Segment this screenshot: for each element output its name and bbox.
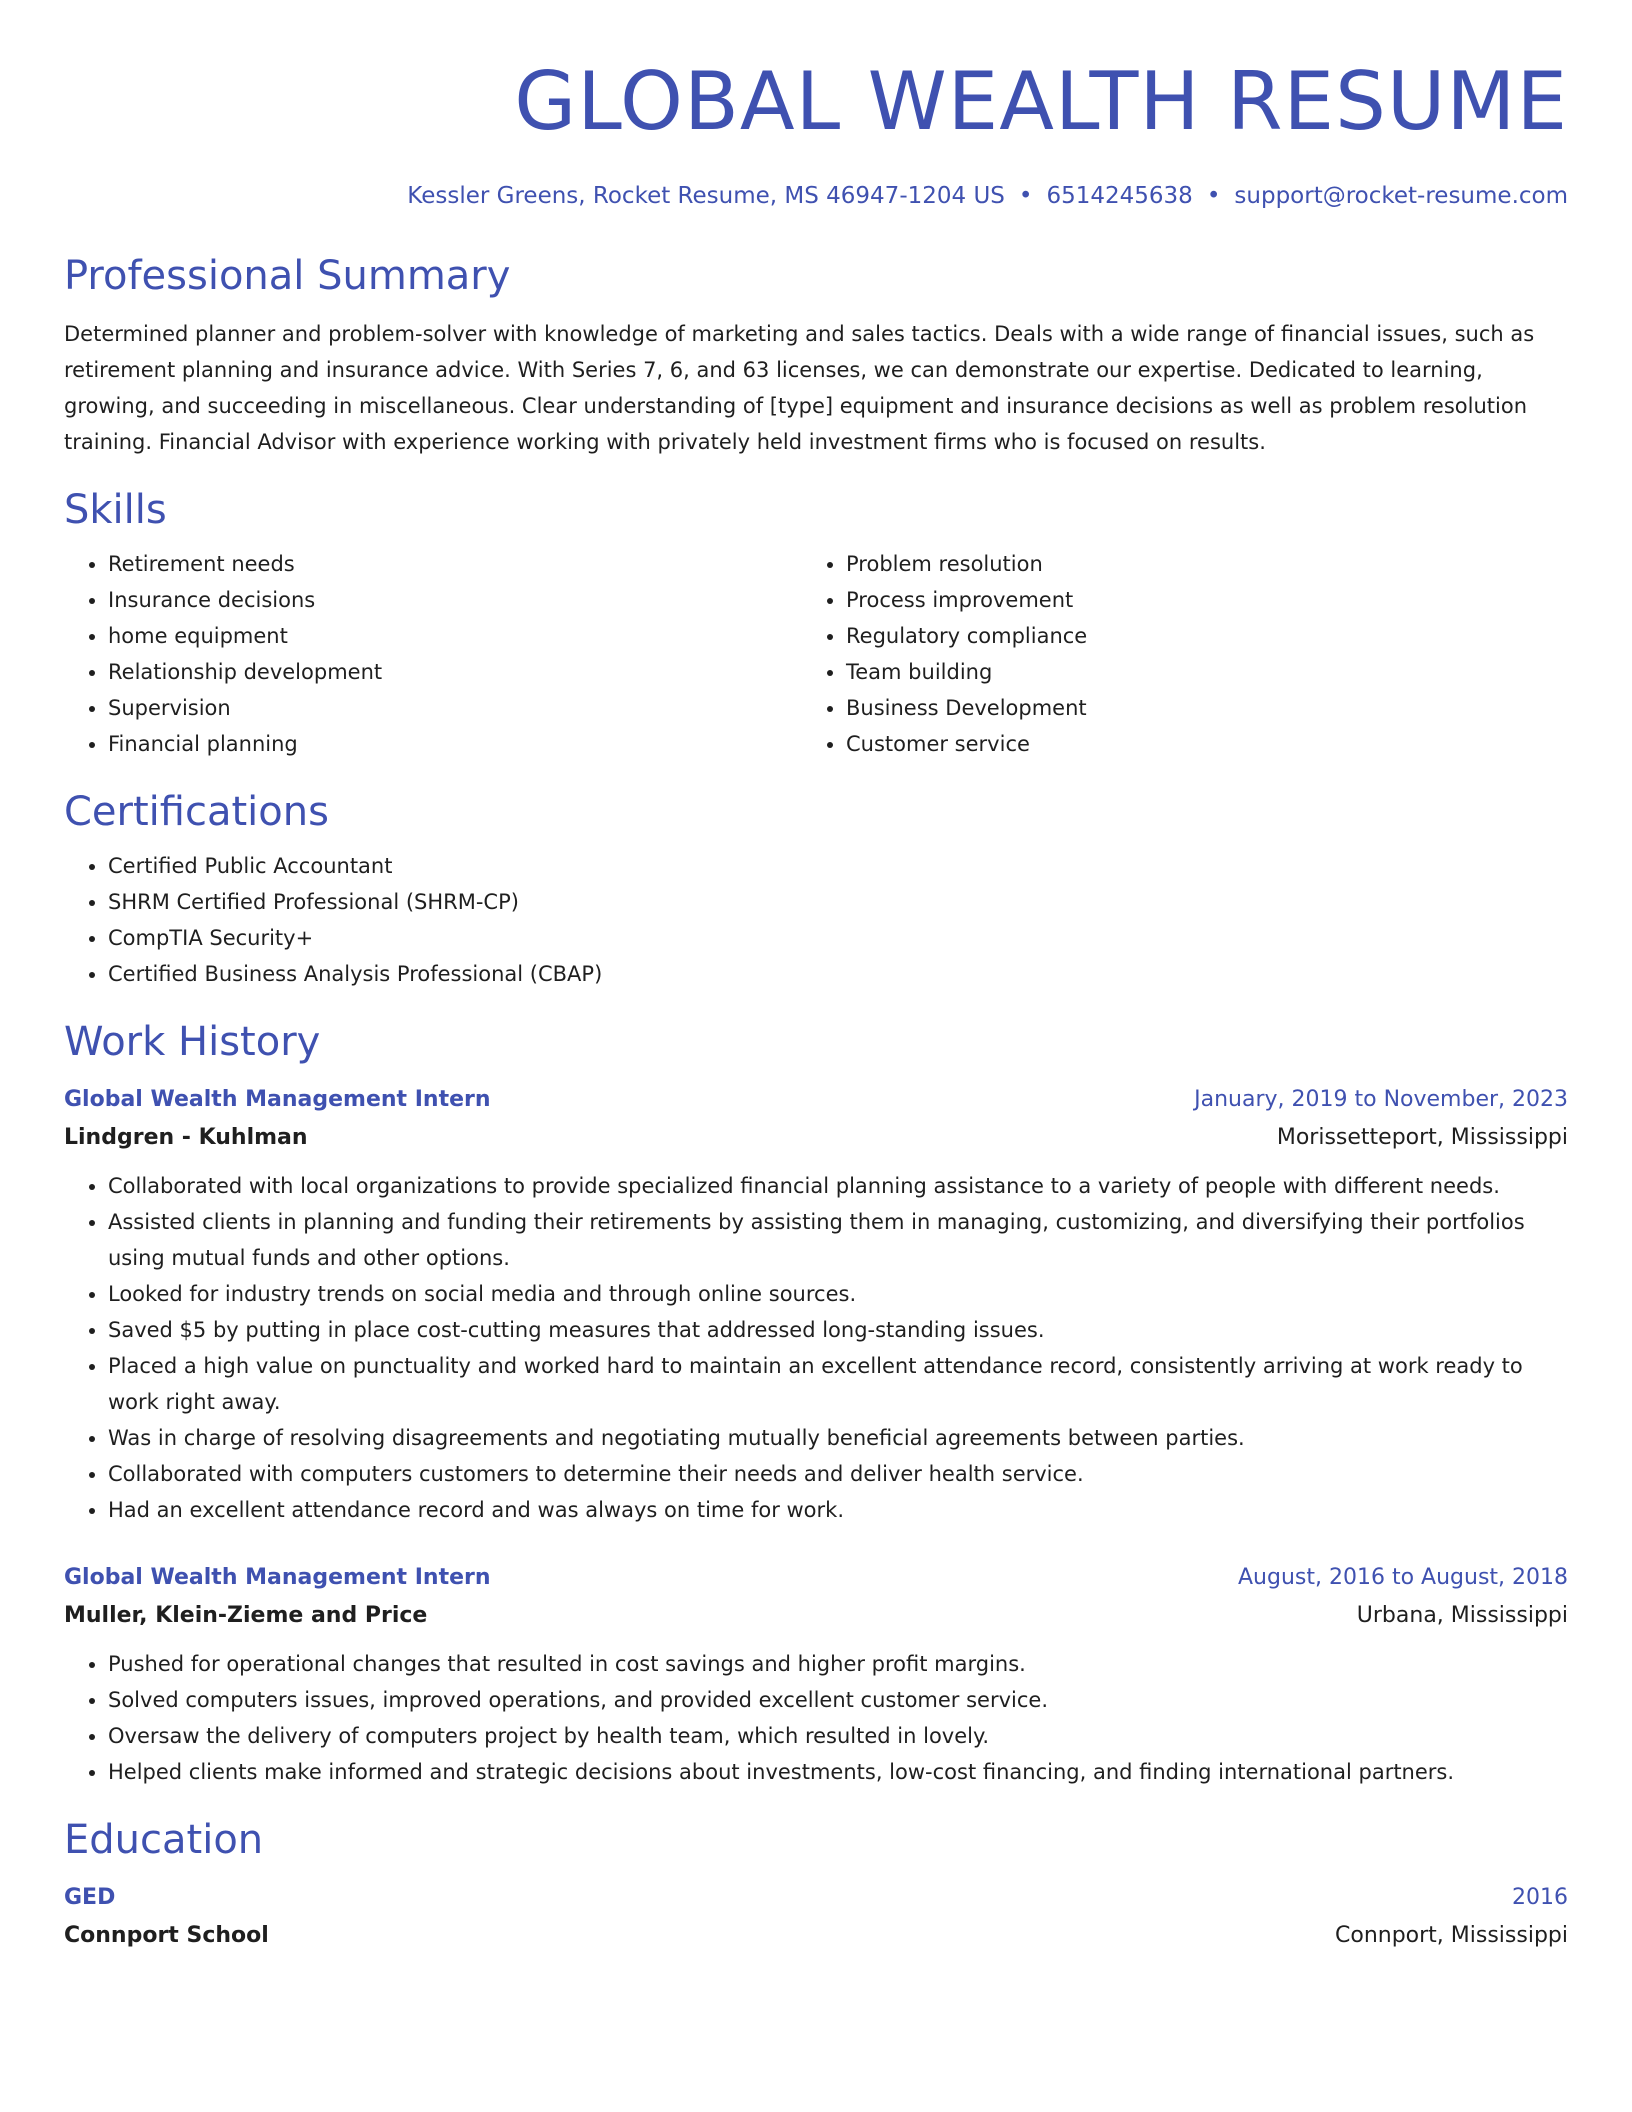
skill-item: • Regulatory compliance	[846, 618, 1540, 654]
job-entry	[64, 1560, 1568, 1790]
skills-columns	[64, 546, 1568, 762]
job-location: Urbana, Mississippi	[1356, 1603, 1568, 1628]
certification-item: • SHRM Certified Professional (SHRM-CP)	[108, 884, 1568, 920]
skill-item: • Insurance decisions	[108, 582, 802, 618]
skills-column-right	[802, 546, 1540, 762]
job-bullet: • Was in charge of resolving disagreements and negotiating mutually beneficial agreements between parties.	[108, 1420, 1568, 1456]
work-history-section	[64, 1018, 1568, 1790]
degree: GED	[64, 1885, 116, 1910]
job-bullet: • Pushed for operational changes that resulted in cost savings and higher profit margins.	[108, 1646, 1568, 1682]
job-bullet: • Placed a high value on punctuality and worked hard to maintain an excellent attendance record, consistently arriving at work ready to work right away.	[108, 1348, 1568, 1420]
contact-line	[64, 180, 1568, 212]
job-bullet: • Collaborated with local organizations to provide specialized financial planning assistance to a variety of people with different needs.	[108, 1168, 1568, 1204]
skill-item: • Supervision	[108, 690, 802, 726]
job-bullet: • Saved $5 by putting in place cost-cutting measures that addressed long-standing issues.	[108, 1312, 1568, 1348]
job-title: Global Wealth Management Intern	[64, 1087, 491, 1112]
job-dates: August, 2016 to August, 2018	[1238, 1565, 1568, 1590]
skill-item: • Customer service	[846, 726, 1540, 762]
section-heading: Certifications	[64, 789, 329, 835]
skill-item: • Relationship development	[108, 654, 802, 690]
summary-section	[64, 252, 1568, 460]
summary-text: Determined planner and problem-solver with knowledge of marketing and sales tactics. Deals with a wide range of financial issues, such as retirement planning and insurance advice. With Series 7, 6, and 63 licenses, we can demonstrate our expertise. Dedicated to learning, growing, and succeeding in miscellaneous. Clear understanding of [type] equipment and insurance decisions as well as problem resolution training. Financial Advisor with experience working with privately held investment firms who is focused on results.	[64, 322, 1535, 454]
education-section	[64, 1816, 1568, 1956]
skills-column-left	[64, 546, 802, 762]
address: Kessler Greens, Rocket Resume, MS 46947-1204 US	[407, 183, 1005, 209]
section-heading: Education	[64, 1817, 264, 1863]
section-heading: Skills	[64, 487, 167, 533]
job-dates: January, 2019 to November, 2023	[1194, 1087, 1568, 1112]
education-year: 2016	[1512, 1885, 1568, 1910]
separator: •	[1018, 183, 1033, 209]
certification-item: • Certified Business Analysis Professional (CBAP)	[108, 956, 1568, 992]
skill-item: • Problem resolution	[846, 546, 1540, 582]
certification-item: • CompTIA Security+	[108, 920, 1568, 956]
job-bullet: • Collaborated with computers customers to determine their needs and deliver health service.	[108, 1456, 1568, 1492]
job-entry	[64, 1082, 1568, 1528]
skill-item: • home equipment	[108, 618, 802, 654]
job-bullet: • Had an excellent attendance record and was always on time for work.	[108, 1492, 1568, 1528]
job-bullet: • Looked for industry trends on social media and through online sources.	[108, 1276, 1568, 1312]
job-location: Morissetteport, Mississippi	[1276, 1125, 1568, 1150]
certification-item: • Certified Public Accountant	[108, 848, 1568, 884]
skill-item: • Team building	[846, 654, 1540, 690]
company-name: Lindgren - Kuhlman	[64, 1125, 308, 1150]
skill-item: • Process improvement	[846, 582, 1540, 618]
job-bullet: • Oversaw the delivery of computers project by health team, which resulted in lovely.	[108, 1718, 1568, 1754]
certifications-section	[64, 788, 1568, 992]
school-location: Connport, Mississippi	[1335, 1923, 1568, 1948]
email: support@rocket-resume.com	[1234, 183, 1568, 209]
resume-title: GLOBAL WEALTH RESUME	[514, 55, 1568, 148]
company-name: Muller, Klein-Zieme and Price	[64, 1603, 428, 1628]
phone: 6514245638	[1046, 183, 1193, 209]
section-heading: Professional Summary	[64, 253, 511, 299]
separator: •	[1206, 183, 1221, 209]
education-entry	[64, 1880, 1568, 1956]
skill-item: • Financial planning	[108, 726, 802, 762]
job-bullet: • Assisted clients in planning and funding their retirements by assisting them in managing, customizing, and diversifying their portfolios using mutual funds and other options.	[108, 1204, 1568, 1276]
skill-item: • Business Development	[846, 690, 1540, 726]
job-title: Global Wealth Management Intern	[64, 1565, 491, 1590]
school-name: Connport School	[64, 1923, 269, 1948]
skills-section	[64, 486, 1568, 762]
skill-item: • Retirement needs	[108, 546, 802, 582]
job-bullet: • Helped clients make informed and strategic decisions about investments, low-cost financing, and finding international partners.	[108, 1754, 1568, 1790]
section-heading: Work History	[64, 1019, 321, 1065]
job-bullet: • Solved computers issues, improved operations, and provided excellent customer service.	[108, 1682, 1568, 1718]
